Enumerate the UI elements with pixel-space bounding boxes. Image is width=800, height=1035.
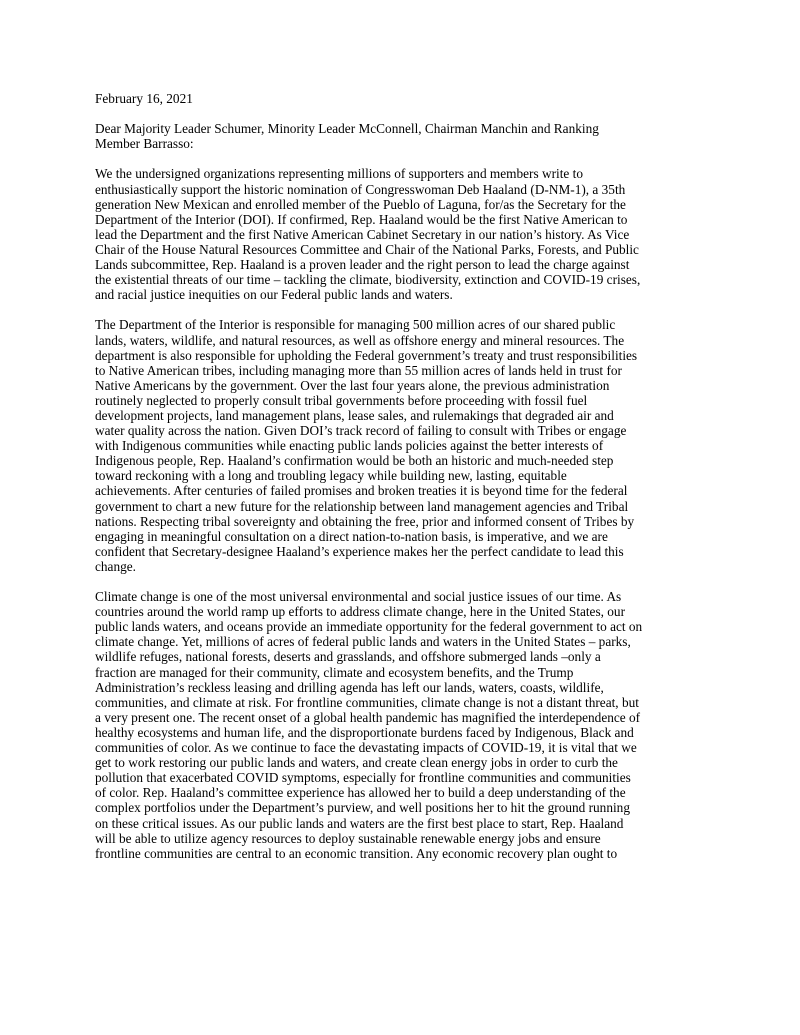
paragraph-line: on these critical issues. As our public lands and waters are the first best place to start, Rep. Haaland — [95, 815, 624, 831]
paragraph-line: fraction are managed for their community, climate and ecosystem benefits, and the Trump — [95, 664, 574, 680]
paragraph-line: lead the Department and the first Native American Cabinet Secretary in our nation’s history. As Vice — [95, 226, 630, 242]
paragraph-line: and racial justice inequities on our Federal public lands and waters. — [95, 287, 453, 303]
paragraph-line: to Native American tribes, including managing more than 55 million acres of lands held in trust for — [95, 362, 622, 378]
paragraph-line: engaging in meaningful consultation on a direct nation-to-nation basis, is imperative, and we are — [95, 528, 608, 544]
paragraph-line: toward reckoning with a long and troubling legacy while building new, lasting, equitable — [95, 468, 567, 484]
paragraph-line: The Department of the Interior is responsible for managing 500 million acres of our shared public — [95, 317, 616, 333]
paragraph-line: a very present one. The recent onset of a global health pandemic has magnified the interdependence of — [95, 709, 641, 725]
paragraph-line: development projects, land management plans, lease sales, and rulemakings that degraded air and — [95, 407, 614, 423]
paragraph-line: with Indigenous communities while enacting public lands policies against the better interests of — [95, 438, 604, 454]
paragraph-line: public lands waters, and oceans provide an immediate opportunity for the federal government to act on — [95, 619, 643, 635]
paragraph-line: complex portfolios under the Department’s purview, and well positions her to hit the ground running — [95, 800, 630, 816]
paragraph-line: confident that Secretary-designee Haaland’s experience makes her the perfect candidate to lead this — [95, 543, 624, 559]
paragraph-line: healthy ecosystems and human life, and the disproportionate burdens faced by Indigenous, Black and — [95, 724, 634, 740]
paragraph-line: wildlife refuges, national forests, deserts and grasslands, and offshore submerged lands –only a — [95, 649, 601, 665]
paragraph-line: frontline communities are central to an economic transition. Any economic recovery plan ought to — [95, 845, 618, 861]
paragraph-line: get to work restoring our public lands and waters, and create clean energy jobs in order to curb the — [95, 755, 618, 771]
date-text: February 16, 2021 — [95, 91, 193, 106]
paragraph-line: nations. Respecting tribal sovereignty and obtaining the free, prior and informed consent of Tribes by — [95, 513, 635, 529]
letter-page — [95, 91, 725, 876]
paragraph-line: generation New Mexican and enrolled member of the Pueblo of Laguna, for/as the Secretary for the — [95, 196, 626, 212]
paragraph-line: will be able to utilize agency resources to deploy sustainable renewable energy jobs and ensure — [95, 830, 601, 846]
paragraph-line: Lands subcommittee, Rep. Haaland is a proven leader and the right person to lead the charge against — [95, 257, 630, 273]
paragraph-line: communities, and climate at risk. For frontline communities, climate change is not a distant threat, but — [95, 694, 639, 710]
paragraph-nomination-support — [95, 166, 725, 302]
paragraph-line: Administration’s reckless leasing and drilling agenda has left our lands, waters, coasts, wildlife, — [95, 679, 604, 695]
paragraph-line: Indigenous people, Rep. Haaland’s confirmation would be both an historic and much-needed step — [95, 453, 614, 469]
paragraph-line: pollution that exacerbated COVID symptoms, especially for frontline communities and communities — [95, 770, 631, 786]
paragraph-line: government to chart a new future for the relationship between land management agencies and Tribal — [95, 498, 629, 514]
paragraph-line: Department of the Interior (DOI). If confirmed, Rep. Haaland would be the first Native American to — [95, 211, 628, 227]
paragraph-line: countries around the world ramp up efforts to address climate change, here in the United States, our — [95, 604, 625, 620]
paragraph-line: of color. Rep. Haaland’s committee experience has allowed her to build a deep understanding of the — [95, 785, 626, 801]
paragraph-climate-change — [95, 589, 725, 861]
paragraph-line: communities of color. As we continue to face the devastating impacts of COVID-19, it is vital that we — [95, 740, 637, 756]
letter-salutation — [95, 121, 725, 151]
paragraph-line: We the undersigned organizations representing millions of supporters and members write to — [95, 166, 583, 182]
paragraph-doi-responsibilities — [95, 317, 725, 574]
paragraph-line: routinely neglected to properly consult tribal governments before proceeding with fossil fuel — [95, 392, 588, 408]
paragraph-line: water quality across the nation. Given DOI’s track record of failing to consult with Tribes or engage — [95, 423, 627, 439]
paragraph-line: the existential threats of our time – tackling the climate, biodiversity, extinction and COVID-19 crises, — [95, 272, 641, 288]
paragraph-line: Chair of the House Natural Resources Committee and Chair of the National Parks, Forests, and Public — [95, 241, 639, 257]
paragraph-line: Native Americans by the government. Over the last four years alone, the previous administration — [95, 377, 610, 393]
paragraph-line: climate change. Yet, millions of acres of federal public lands and waters in the United States – parks, — [95, 634, 631, 650]
paragraph-line: enthusiastically support the historic nomination of Congresswoman Deb Haaland (D-NM-1), a 35th — [95, 181, 626, 197]
paragraph-line: achievements. After centuries of failed promises and broken treaties it is beyond time for the federal — [95, 483, 628, 499]
salutation-line: Member Barrasso: — [95, 136, 194, 152]
paragraph-line: lands, waters, wildlife, and natural resources, as well as offshore energy and mineral resources. The — [95, 332, 625, 348]
letter-date — [95, 91, 725, 106]
paragraph-line: department is also responsible for upholding the Federal government’s treaty and trust responsibilities — [95, 347, 638, 363]
paragraph-line: Climate change is one of the most universal environmental and social justice issues of our time. As — [95, 589, 622, 605]
paragraph-line: change. — [95, 558, 136, 574]
salutation-line: Dear Majority Leader Schumer, Minority Leader McConnell, Chairman Manchin and Ranking — [95, 121, 599, 137]
